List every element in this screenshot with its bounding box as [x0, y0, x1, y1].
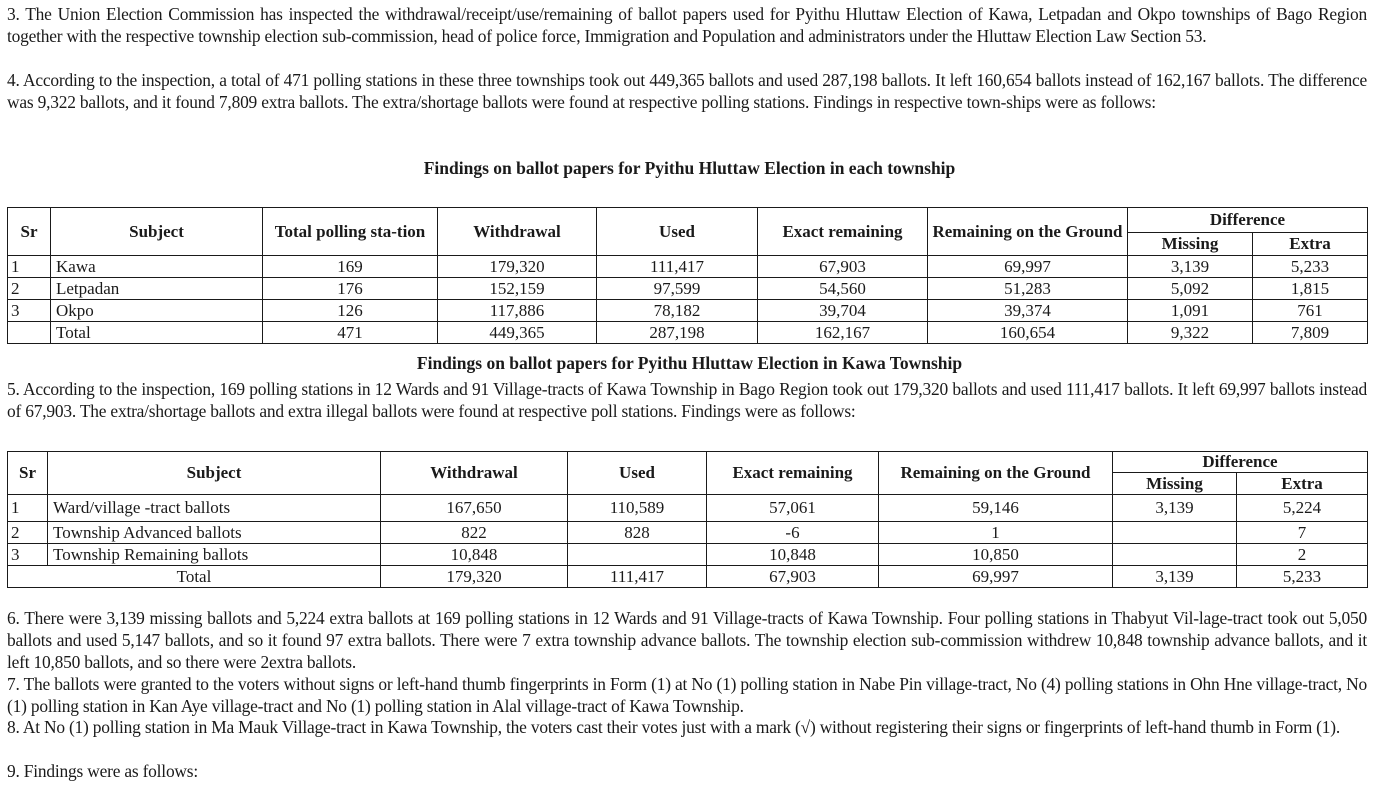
table-row [8, 300, 1368, 322]
cell-sr: 3 [8, 300, 51, 322]
header-exact-remaining: Exact remaining [707, 452, 879, 495]
cell-exact: 39,704 [758, 300, 928, 322]
cell-used: 828 [568, 522, 707, 544]
header-subject: Subject [48, 452, 381, 495]
cell-used: 110,589 [568, 495, 707, 522]
cell-exact: 54,560 [758, 278, 928, 300]
table-row [8, 256, 1368, 278]
cell-ground: 51,283 [928, 278, 1128, 300]
cell-missing: 3,139 [1113, 566, 1237, 588]
cell-withdrawal: 822 [381, 522, 568, 544]
cell-ground: 39,374 [928, 300, 1128, 322]
cell-exact: 162,167 [758, 322, 928, 344]
cell-withdrawal: 179,320 [381, 566, 568, 588]
cell-total-label: Total [8, 566, 381, 588]
cell-exact: 57,061 [707, 495, 879, 522]
cell-withdrawal: 179,320 [438, 256, 597, 278]
township-findings-table [7, 207, 1368, 344]
cell-used: 111,417 [568, 566, 707, 588]
cell-missing: 5,092 [1128, 278, 1253, 300]
header-difference: Difference [1128, 208, 1368, 233]
cell-extra: 761 [1253, 300, 1368, 322]
paragraph-8: 8. At No (1) polling station in Ma Mauk Village-tract in Kawa Township, the voters cast their votes just with a mark (√) without registering their signs or fingerprints of left-hand thumb in Form (1). [7, 717, 1341, 737]
header-used: Used [568, 452, 707, 495]
paragraph-5: 5. According to the inspection, 169 polling stations in 12 Wards and 91 Village-tracts of Kawa Township in Bago Region took out 179,320 ballots and used 111,417 ballots. It left 69,997 ballots instead of 67,903. The extra/shortage ballots and extra illegal ballots were found at respective poll stations. Findings were as follows: [7, 379, 1367, 421]
cell-sr: 3 [8, 544, 48, 566]
header-total-polling-station: Total polling sta-tion [263, 208, 438, 256]
cell-extra: 5,233 [1253, 256, 1368, 278]
cell-subject: Total [51, 322, 263, 344]
cell-extra: 7,809 [1253, 322, 1368, 344]
cell-sr [8, 322, 51, 344]
cell-sr: 2 [8, 522, 48, 544]
cell-missing [1113, 544, 1237, 566]
cell-exact: 67,903 [758, 256, 928, 278]
cell-extra: 2 [1237, 544, 1368, 566]
cell-used: 78,182 [597, 300, 758, 322]
cell-exact: -6 [707, 522, 879, 544]
cell-ground: 10,850 [879, 544, 1113, 566]
cell-missing: 3,139 [1113, 495, 1237, 522]
cell-used: 111,417 [597, 256, 758, 278]
cell-missing: 1,091 [1128, 300, 1253, 322]
header-used: Used [597, 208, 758, 256]
cell-extra: 5,233 [1237, 566, 1368, 588]
kawa-findings-table [7, 451, 1368, 588]
paragraph-3: 3. The Union Election Commission has inspected the withdrawal/receipt/use/remaining of ballot papers used for Pyithu Hluttaw Election of Kawa, Letpadan and Okpo townships of Bago Region together with the respective township election sub-commission, head of police force, Immigration and Population and administrators under the Hluttaw Election Law Section 53. [7, 4, 1367, 46]
cell-sr: 1 [8, 256, 51, 278]
header-remaining-on-ground: Remaining on the Ground [879, 452, 1113, 495]
table-total-row [8, 566, 1368, 588]
header-extra: Extra [1237, 473, 1368, 495]
paragraph-9: 9. Findings were as follows: [7, 761, 198, 781]
table-row [8, 278, 1368, 300]
header-withdrawal: Withdrawal [381, 452, 568, 495]
cell-extra: 7 [1237, 522, 1368, 544]
cell-used: 287,198 [597, 322, 758, 344]
cell-missing [1113, 522, 1237, 544]
cell-extra: 5,224 [1237, 495, 1368, 522]
cell-missing: 3,139 [1128, 256, 1253, 278]
cell-stations: 169 [263, 256, 438, 278]
paragraph-7: 7. The ballots were granted to the voters without signs or left-hand thumb fingerprints in Form (1) at No (1) polling station in Nabe Pin village-tract, No (4) polling stations in Ohn Hne village-tract, No (1) polling station in Kan Aye village-tract and No (1) polling station in Alal village-tract of Kawa Township. [7, 674, 1367, 716]
table-row [8, 495, 1368, 522]
cell-withdrawal: 449,365 [438, 322, 597, 344]
paragraph-4: 4. According to the inspection, a total of 471 polling stations in these three townships took out 449,365 ballots and used 287,198 ballots. It left 160,654 ballots instead of 162,167 ballots. The difference was 9,322 ballots, and it found 7,809 extra ballots. The extra/shortage ballots were found at respective polling stations. Findings in respective town-ships were as follows: [7, 70, 1367, 112]
header-difference: Difference [1113, 452, 1368, 473]
cell-ground: 69,997 [928, 256, 1128, 278]
table1-title: Findings on ballot papers for Pyithu Hluttaw Election in each township [423, 158, 956, 178]
table-row [8, 544, 1368, 566]
header-sr: Sr [8, 208, 51, 256]
cell-exact: 67,903 [707, 566, 879, 588]
cell-sr: 2 [8, 278, 51, 300]
header-sr: Sr [8, 452, 48, 495]
cell-used: 97,599 [597, 278, 758, 300]
header-missing: Missing [1128, 233, 1253, 256]
header-exact-remaining: Exact remaining [758, 208, 928, 256]
cell-withdrawal: 10,848 [381, 544, 568, 566]
cell-used [568, 544, 707, 566]
cell-sr: 1 [8, 495, 48, 522]
table-total-row [8, 322, 1368, 344]
table2-title: Findings on ballot papers for Pyithu Hluttaw Election in Kawa Township [416, 353, 963, 373]
header-subject: Subject [51, 208, 263, 256]
cell-missing: 9,322 [1128, 322, 1253, 344]
header-withdrawal: Withdrawal [438, 208, 597, 256]
cell-subject: Township Remaining ballots [48, 544, 381, 566]
cell-stations: 176 [263, 278, 438, 300]
cell-withdrawal: 117,886 [438, 300, 597, 322]
cell-stations: 126 [263, 300, 438, 322]
table-row [8, 522, 1368, 544]
cell-ground: 160,654 [928, 322, 1128, 344]
cell-subject: Okpo [51, 300, 263, 322]
cell-extra: 1,815 [1253, 278, 1368, 300]
paragraph-6: 6. There were 3,139 missing ballots and 5,224 extra ballots at 169 polling stations in 12 Wards and 91 Village-tracts of Kawa Township. Four polling stations in Thabyut Vil-lage-tract took out 5,050 ballots and used 5,147 ballots, and so it found 97 extra ballots. There were 7 extra township advance ballots. The township election sub-commission withdrew 10,848 township advance ballots, and it left 10,850 ballots, and so there were 2extra ballots. [7, 608, 1367, 672]
cell-ground: 69,997 [879, 566, 1113, 588]
cell-stations: 471 [263, 322, 438, 344]
cell-withdrawal: 167,650 [381, 495, 568, 522]
header-missing: Missing [1113, 473, 1237, 495]
cell-withdrawal: 152,159 [438, 278, 597, 300]
header-extra: Extra [1253, 233, 1368, 256]
cell-exact: 10,848 [707, 544, 879, 566]
cell-ground: 59,146 [879, 495, 1113, 522]
cell-ground: 1 [879, 522, 1113, 544]
header-remaining-on-ground: Remaining on the Ground [928, 208, 1128, 256]
cell-subject: Kawa [51, 256, 263, 278]
cell-subject: Letpadan [51, 278, 263, 300]
cell-subject: Township Advanced ballots [48, 522, 381, 544]
cell-subject: Ward/village -tract ballots [48, 495, 381, 522]
